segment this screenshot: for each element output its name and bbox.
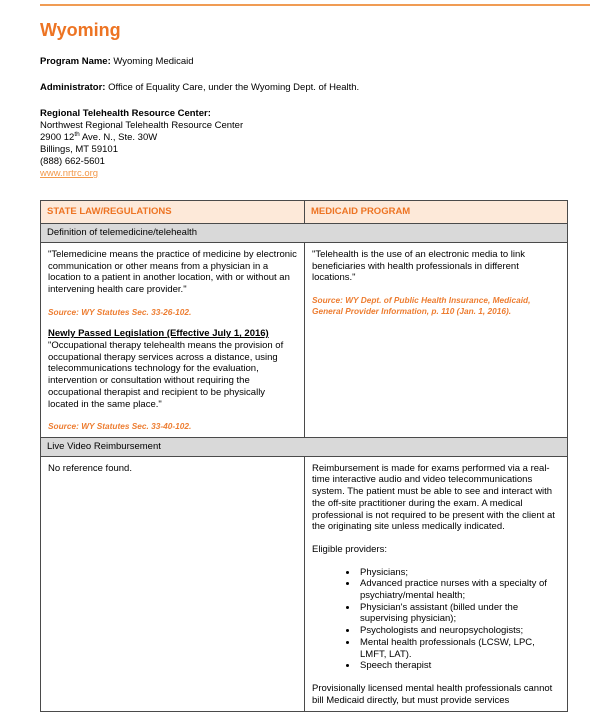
definition-medicaid-quote: "Telehealth is the use of an electronic media to link beneficiaries with health professionals in different locations." xyxy=(312,249,526,284)
definition-content-row xyxy=(41,243,568,438)
website-link[interactable]: www.nrtrc.org xyxy=(40,168,99,179)
definition-law-quote-2: "Occupational therapy telehealth means the provision of occupational therapy services across a distance, using telecommunications technology for the evaluation, intervention or consultation without requiring the occupational therapist and recipient to be physically located in the same place." xyxy=(48,340,284,410)
program-name-value: Wyoming Medicaid xyxy=(113,56,194,67)
definition-medicaid-source: Source: WY Dept. of Public Health Insurance, Medicaid, General Provider Information, p. 110 (Jan. 1, 2016). xyxy=(312,295,531,316)
provider-item: • Mental health professionals (LCSW, LPC, LMFT, LAT). xyxy=(358,637,560,660)
table-header-row xyxy=(41,201,568,224)
provider-item: • Psychologists and neuropsychologists; xyxy=(358,625,560,637)
street-ordinal-suffix: th xyxy=(74,130,80,138)
resource-center-phone: (888) 662-5601 xyxy=(40,156,105,167)
provider-item: • Speech therapist xyxy=(358,660,560,672)
live-video-medicaid-cell xyxy=(305,456,568,712)
no-reference-text: No reference found. xyxy=(48,462,132,474)
street-rest: Ave. N., Ste. 30W xyxy=(79,132,158,143)
column-header-state-law: STATE LAW/REGULATIONS xyxy=(41,201,305,224)
administrator-value: Office of Equality Care, under the Wyoming Dept. of Health. xyxy=(108,82,360,93)
administrator-label: Administrator: xyxy=(40,82,106,93)
street-number: 2900 12 xyxy=(40,132,75,143)
provider-item: • Advanced practice nurses with a specialty of psychiatry/mental health; xyxy=(358,578,560,601)
column-header-medicaid: MEDICAID PROGRAM xyxy=(305,201,568,224)
resource-center-street xyxy=(40,132,572,144)
resource-center-label: Regional Telehealth Resource Center: xyxy=(40,108,211,119)
eligible-providers-label: Eligible providers: xyxy=(312,543,387,555)
section-row-live-video xyxy=(41,437,568,456)
program-name-line xyxy=(40,56,572,68)
section-row-definition xyxy=(41,224,568,243)
section-title-live-video: Live Video Reimbursement xyxy=(41,437,568,456)
provider-item: • Physicians; xyxy=(358,567,560,579)
resource-center-website-line xyxy=(40,168,572,180)
resource-center-city: Billings, MT 59101 xyxy=(40,144,118,155)
live-video-reimbursement-text: Reimbursement is made for exams performed via a real-time interactive audio and video telecommunications system. The patient must be able to see and interact with the off-site practitioner during the exam. A medical professional is not required to be present with the client at the originating site unless medically indicated. xyxy=(312,462,555,533)
live-video-state-law-cell xyxy=(41,456,305,712)
new-legislation-subheading: Newly Passed Legislation (Effective July 1, 2016) xyxy=(48,328,269,340)
definition-law-source-1: Source: WY Statutes Sec. 33-26-102. xyxy=(48,306,192,317)
top-divider-rule xyxy=(40,4,590,6)
definition-state-law-cell xyxy=(41,243,305,438)
administrator-line xyxy=(40,82,572,94)
provisional-license-text: Provisionally licensed mental health professionals cannot bill Medicaid directly, but must provide services xyxy=(312,682,553,706)
page-title: Wyoming xyxy=(40,20,121,40)
live-video-content-row xyxy=(41,456,568,712)
state-law-medicaid-table xyxy=(40,200,568,712)
definition-medicaid-cell xyxy=(305,243,568,438)
program-name-label: Program Name: xyxy=(40,56,111,67)
resource-center-name: Northwest Regional Telehealth Resource Center xyxy=(40,120,244,131)
section-title-definition: Definition of telemedicine/telehealth xyxy=(41,224,568,243)
definition-law-quote: "Telemedicine means the practice of medicine by electronic communication or other means from a physician in a location to a patient in another location, with or without an intervening health care provider." xyxy=(48,249,297,296)
definition-law-source-2: Source: WY Statutes Sec. 33-40-102. xyxy=(48,421,192,432)
provider-item: • Physician's assistant (billed under the supervising physician); xyxy=(358,602,560,625)
eligible-providers-list xyxy=(312,567,560,672)
resource-center-block xyxy=(40,108,572,180)
